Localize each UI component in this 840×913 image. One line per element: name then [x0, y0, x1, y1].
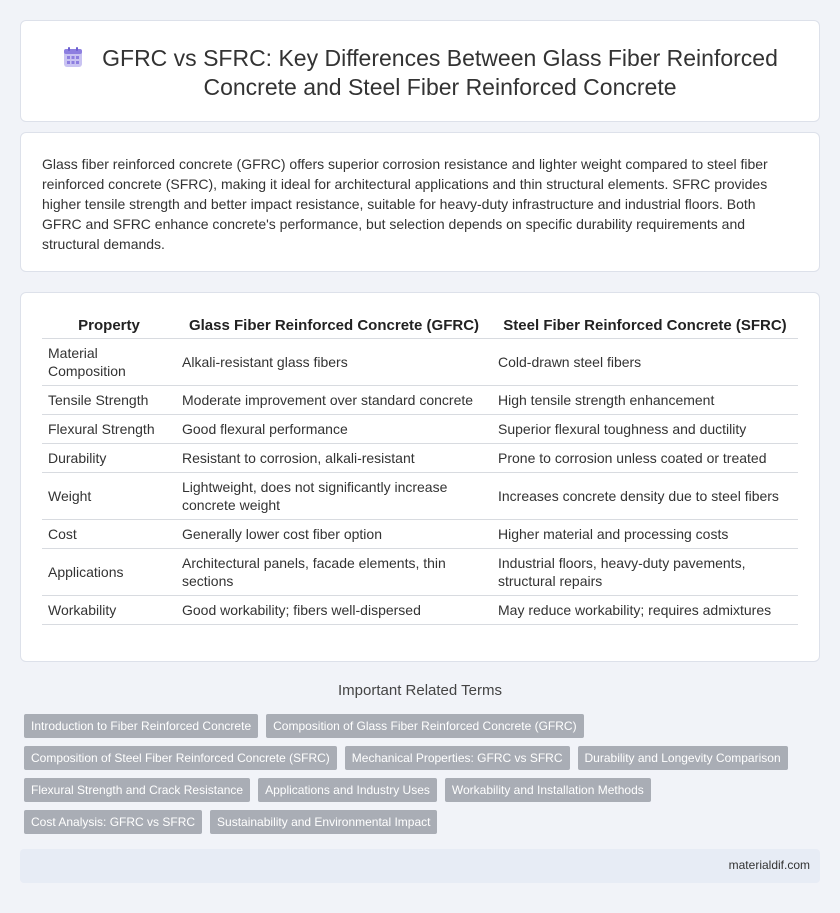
related-term-tag[interactable]: Sustainability and Environmental Impact	[210, 810, 437, 834]
table-cell-gfrc: Architectural panels, facade elements, thin sections	[176, 549, 492, 596]
table-cell-sfrc: Cold-drawn steel fibers	[492, 339, 798, 386]
comparison-table	[42, 314, 798, 625]
comparison-table-card	[20, 292, 820, 662]
table-cell-property: Material Composition	[42, 339, 176, 386]
table-row	[42, 473, 798, 520]
table-cell-property: Weight	[42, 473, 176, 520]
related-term-tag[interactable]: Introduction to Fiber Reinforced Concrete	[24, 714, 258, 738]
table-header-gfrc: Glass Fiber Reinforced Concrete (GFRC)	[176, 314, 492, 339]
table-header-row	[42, 314, 798, 339]
footer-site-link[interactable]: materialdif.com	[728, 858, 810, 872]
table-cell-sfrc: Higher material and processing costs	[492, 520, 798, 549]
table-cell-property: Flexural Strength	[42, 415, 176, 444]
summary-card	[20, 132, 820, 272]
related-term-tag[interactable]: Mechanical Properties: GFRC vs SFRC	[345, 746, 570, 770]
page-title: GFRC vs SFRC: Key Differences Between Glass Fiber Reinforced Concrete and Steel Fiber Reinforced Concrete	[102, 45, 778, 100]
table-cell-gfrc: Resistant to corrosion, alkali-resistant	[176, 444, 492, 473]
table-cell-gfrc: Good flexural performance	[176, 415, 492, 444]
table-cell-property: Durability	[42, 444, 176, 473]
table-cell-gfrc: Lightweight, does not significantly increase concrete weight	[176, 473, 492, 520]
table-cell-property: Tensile Strength	[42, 386, 176, 415]
table-cell-gfrc: Moderate improvement over standard concrete	[176, 386, 492, 415]
table-row	[42, 596, 798, 625]
related-term-tag[interactable]: Composition of Steel Fiber Reinforced Concrete (SFRC)	[24, 746, 337, 770]
table-cell-gfrc: Good workability; fibers well-dispersed	[176, 596, 492, 625]
related-term-tag[interactable]: Workability and Installation Methods	[445, 778, 651, 802]
related-term-tag[interactable]: Composition of Glass Fiber Reinforced Concrete (GFRC)	[266, 714, 583, 738]
table-row	[42, 386, 798, 415]
title-card	[20, 20, 820, 122]
related-term-tag[interactable]: Applications and Industry Uses	[258, 778, 437, 802]
table-cell-gfrc: Alkali-resistant glass fibers	[176, 339, 492, 386]
table-row	[42, 339, 798, 386]
related-terms-heading: Important Related Terms	[338, 682, 502, 699]
table-cell-property: Workability	[42, 596, 176, 625]
table-cell-sfrc: Industrial floors, heavy-duty pavements, structural repairs	[492, 549, 798, 596]
table-cell-gfrc: Generally lower cost fiber option	[176, 520, 492, 549]
table-cell-sfrc: Superior flexural toughness and ductility	[492, 415, 798, 444]
table-row	[42, 549, 798, 596]
related-term-tag[interactable]: Durability and Longevity Comparison	[578, 746, 788, 770]
summary-paragraph: Glass fiber reinforced concrete (GFRC) offers superior corrosion resistance and lighter weight compared to steel fiber reinforced concrete (SFRC), making it ideal for architectural applications and thin structural elements. SFRC provides higher tensile strength and better impact resistance, suitable for heavy-duty infrastructure and industrial floors. Both GFRC and SFRC enhance concrete's performance, but selection depends on specific durability requirements and structural demands.	[42, 156, 768, 252]
related-term-tag[interactable]: Flexural Strength and Crack Resistance	[24, 778, 250, 802]
table-cell-property: Applications	[42, 549, 176, 596]
table-cell-sfrc: May reduce workability; requires admixtures	[492, 596, 798, 625]
table-row	[42, 415, 798, 444]
table-cell-sfrc: High tensile strength enhancement	[492, 386, 798, 415]
table-row	[42, 444, 798, 473]
related-terms-list	[24, 714, 814, 842]
table-cell-sfrc: Increases concrete density due to steel fibers	[492, 473, 798, 520]
related-term-tag[interactable]: Cost Analysis: GFRC vs SFRC	[24, 810, 202, 834]
table-cell-property: Cost	[42, 520, 176, 549]
footer	[20, 849, 820, 883]
table-cell-sfrc: Prone to corrosion unless coated or treated	[492, 444, 798, 473]
table-header-sfrc: Steel Fiber Reinforced Concrete (SFRC)	[492, 314, 798, 339]
table-header-property: Property	[42, 314, 176, 339]
table-row	[42, 520, 798, 549]
